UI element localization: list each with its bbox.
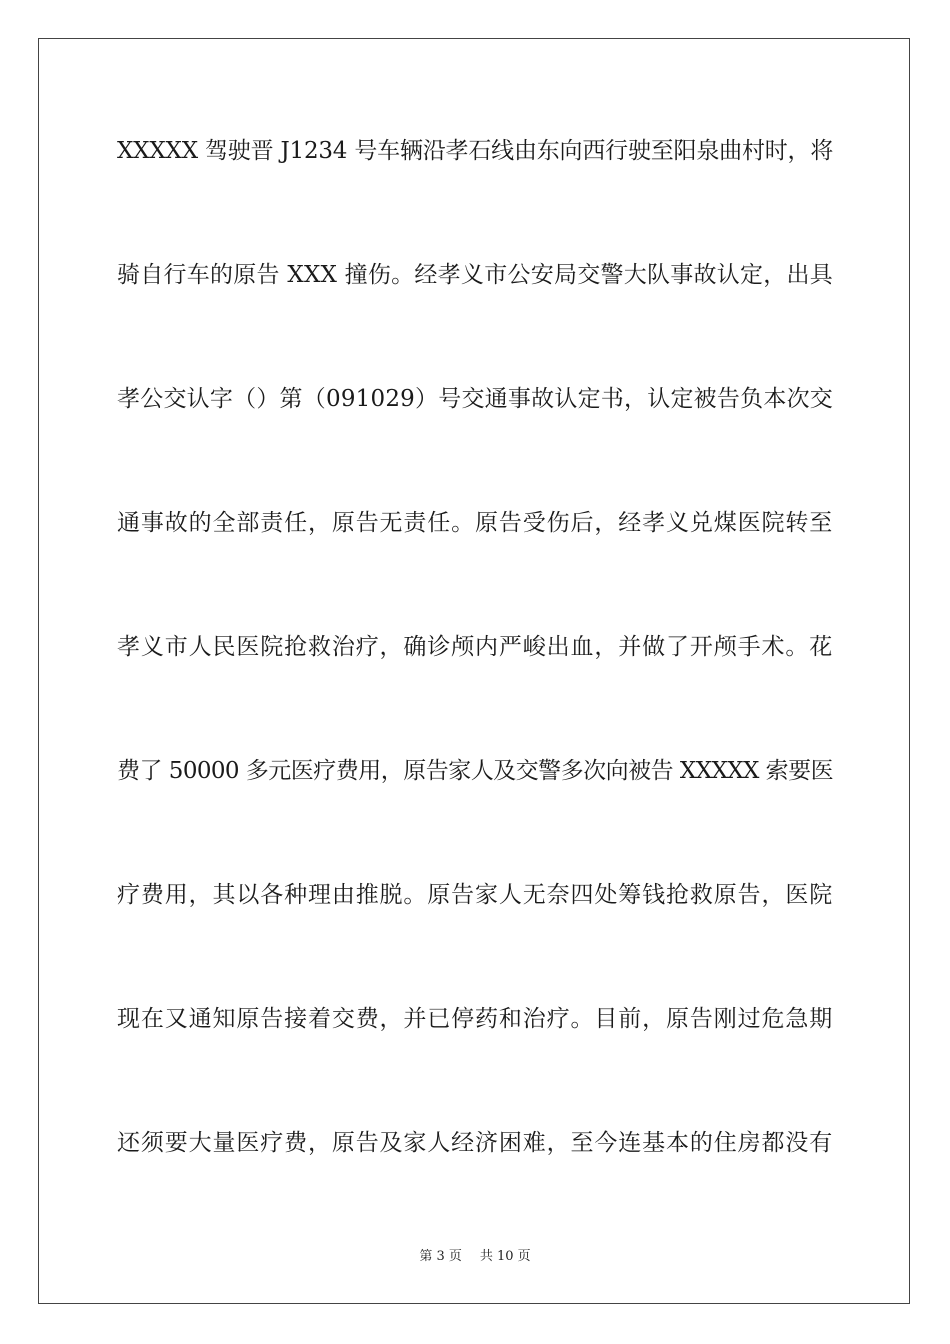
paragraph-line-9: 还须要大量医疗费，原告及家人经济困难，至今连基本的住房都没有	[117, 1130, 833, 1156]
paragraph-line-7: 疗费用，其以各种理由推脱。原告家人无奈四处筹钱抢救原告，医院	[117, 882, 833, 908]
page-footer	[0, 1248, 950, 1266]
paragraph-line-2: 骑自行车的原告 XXX 撞伤。经孝义市公安局交警大队事故认定，出具	[117, 262, 833, 288]
paragraph-line-6: 费了 50000 多元医疗费用，原告家人及交警多次向被告 XXXXX 索要医	[117, 758, 833, 784]
paragraph-line-1: XXXXX 驾驶晋 J1234 号车辆沿孝石线由东向西行驶至阳泉曲村时，将	[117, 138, 834, 164]
page-border	[38, 38, 910, 1304]
page-number: 第 3 页	[419, 1249, 462, 1264]
paragraph-line-4: 通事故的全部责任，原告无责任。原告受伤后，经孝义兑煤医院转至	[117, 510, 833, 536]
page-total: 共 10 页	[479, 1249, 531, 1264]
paragraph-line-8: 现在又通知原告接着交费，并已停药和治疗。目前，原告刚过危急期	[117, 1006, 833, 1032]
paragraph-line-3: 孝公交认字（）第（091029）号交通事故认定书，认定被告负本次交	[117, 386, 833, 412]
paragraph-line-5: 孝义市人民医院抢救治疗，确诊颅内严峻出血，并做了开颅手术。花	[117, 634, 833, 660]
